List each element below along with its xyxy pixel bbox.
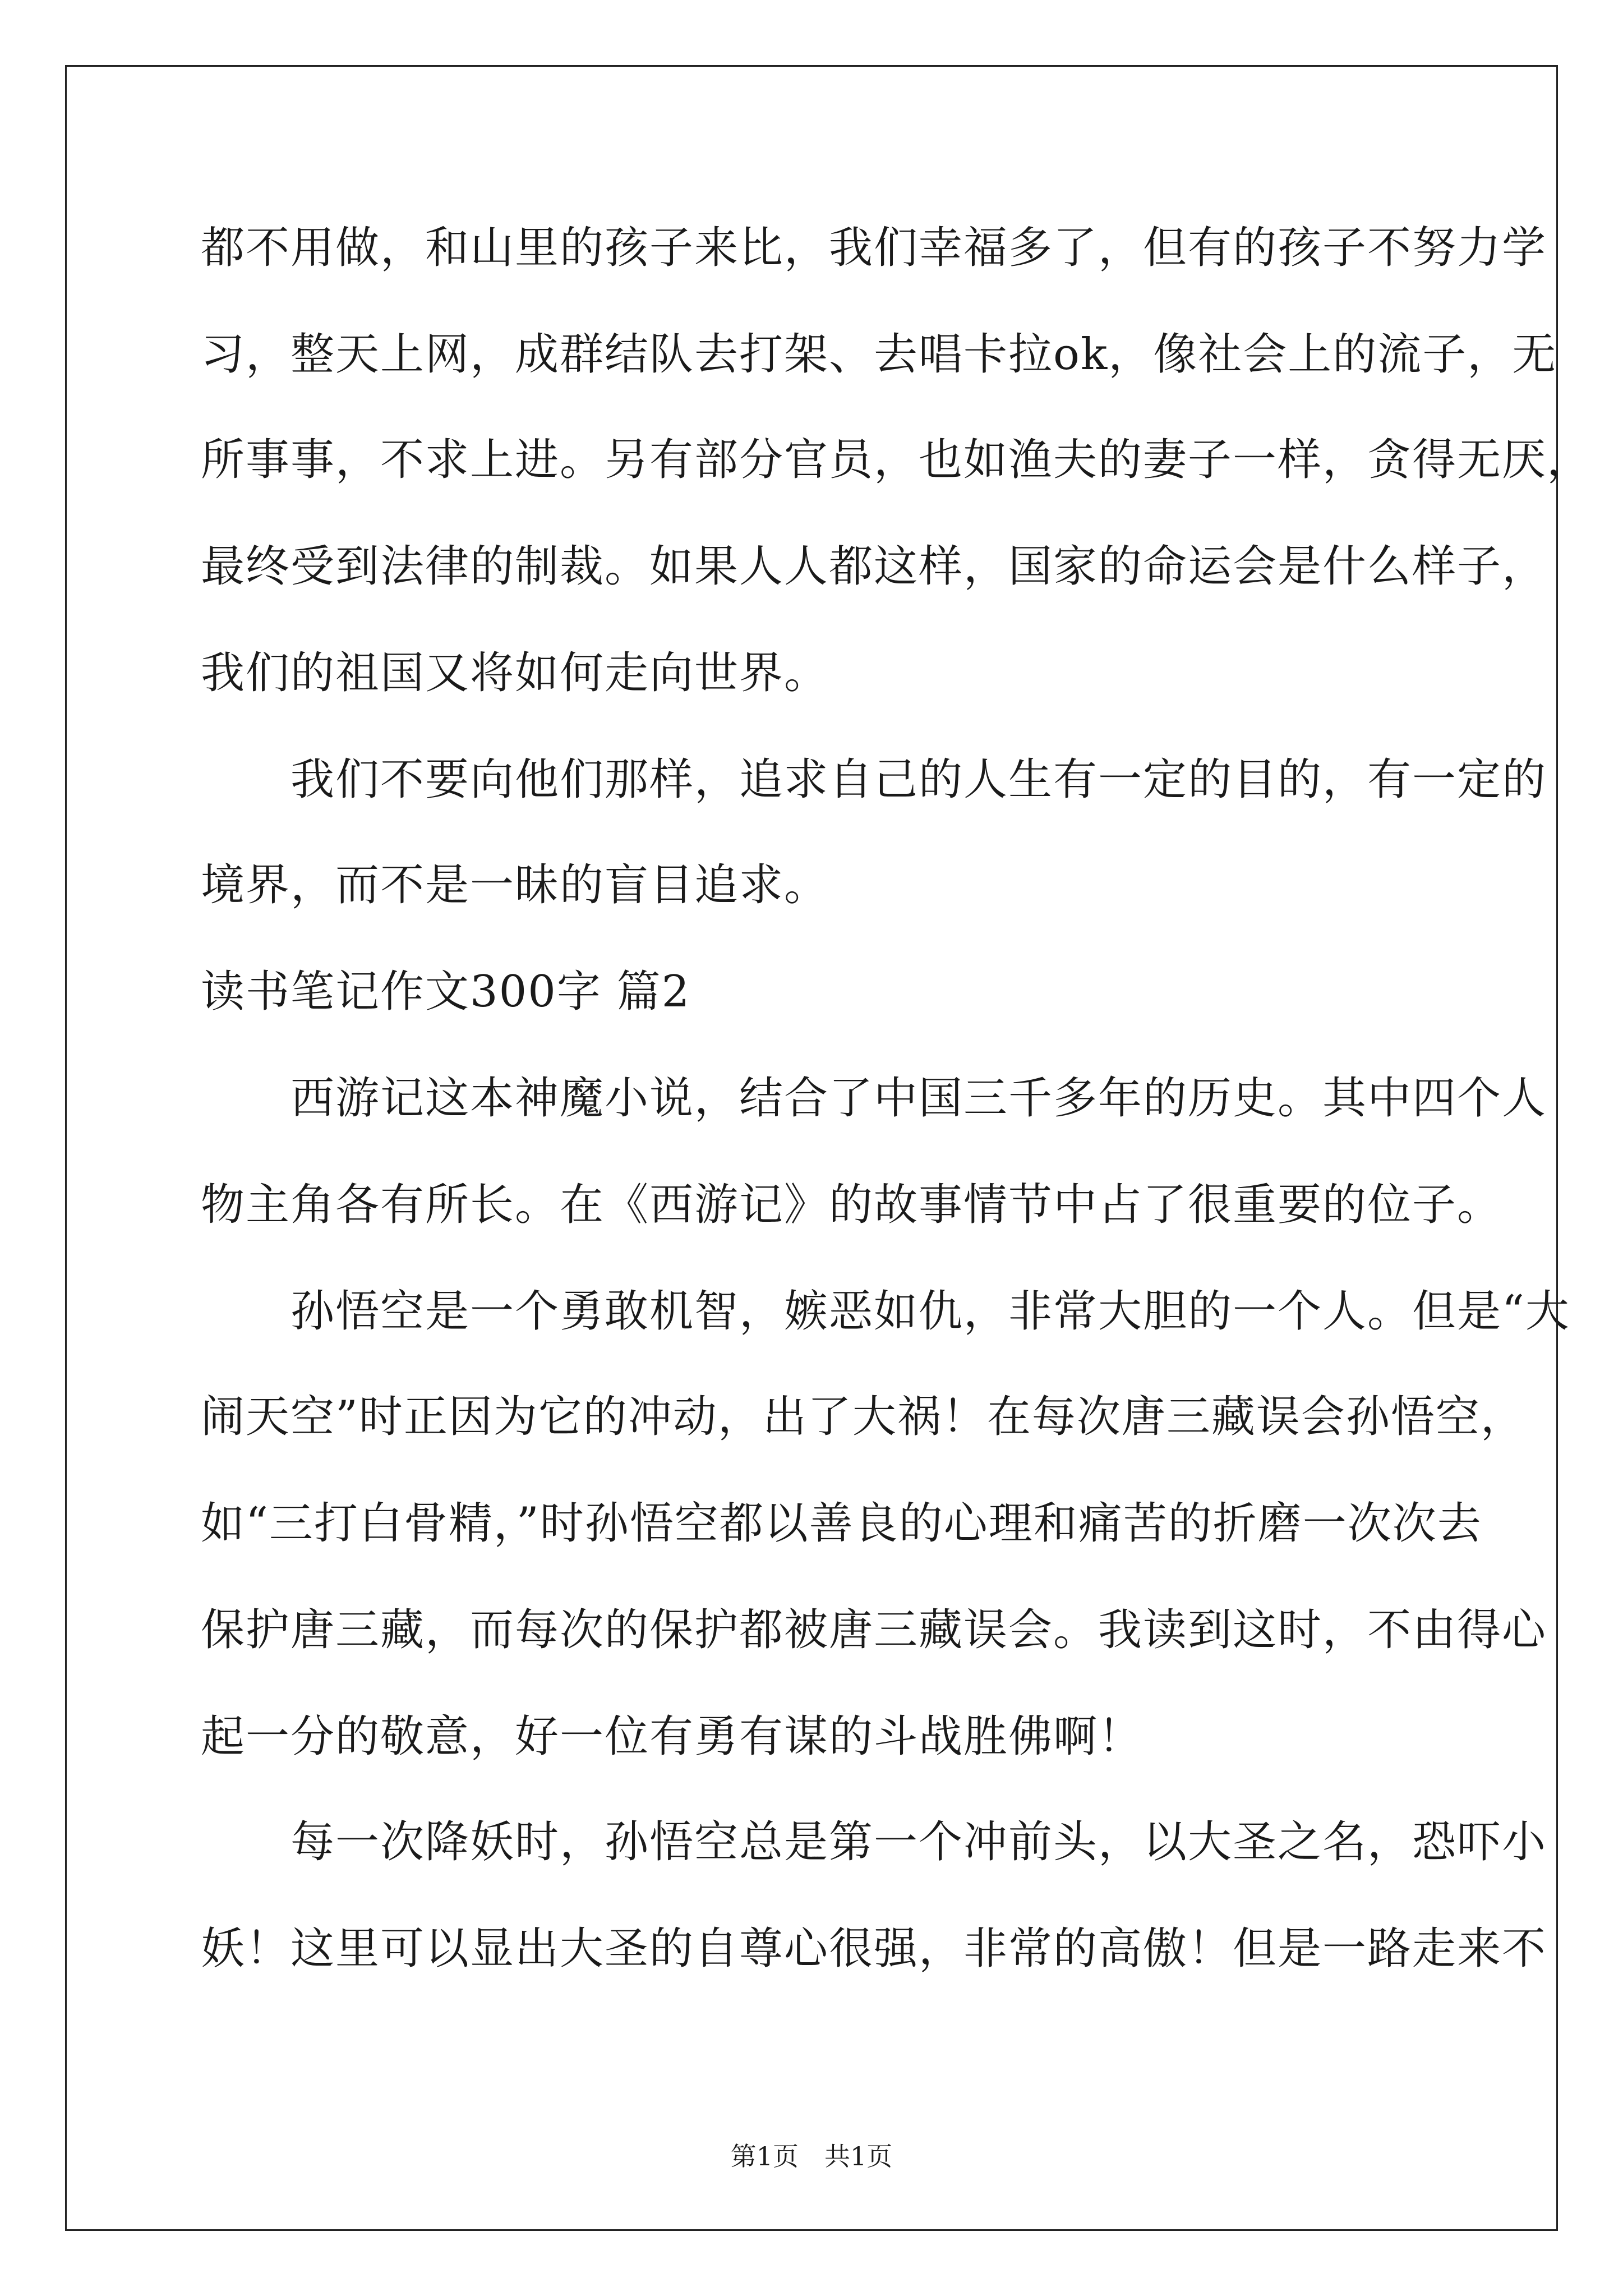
text-line: 境界，而不是一昧的盲目追求。 [201, 860, 829, 910]
text-line: 物主角各有所长。在《西游记》的故事情节中占了很重要的位子。 [201, 1180, 1502, 1230]
paragraph-start-line: 孙悟空是一个勇敢机智，嫉恶如仇，非常大胆的一个人。但是“大 [201, 1286, 1570, 1337]
paragraph-start-line: 每一次降妖时，孙悟空总是第一个冲前头，以大圣之名，恐吓小 [201, 1817, 1547, 1867]
paragraph-start-line: 我们不要向他们那样，追求自己的人生有一定的目的，有一定的 [201, 754, 1547, 805]
text-line: 我们的祖国又将如何走向世界。 [201, 648, 829, 698]
page-number-footer: 第1页 共1页 [730, 2141, 893, 2171]
text-line: 起一分的敬意，好一位有勇有谋的斗战胜佛啊！ [201, 1711, 1144, 1762]
page-frame [65, 65, 1558, 2231]
text-line: 妖！这里可以显出大圣的自尊心很强，非常的高傲！但是一路走来不 [201, 1924, 1547, 1974]
text-line: 习，整天上网，成群结队去打架、去唱卡拉ok，像社会上的流子，无 [201, 329, 1557, 380]
text-line: 最终受到法律的制裁。如果人人都这样，国家的命运会是什么样子， [201, 541, 1547, 592]
text-line: 都不用做，和山里的孩子来比，我们幸福多了，但有的孩子不努力学 [201, 223, 1547, 273]
text-line: 保护唐三藏，而每次的保护都被唐三藏误会。我读到这时，不由得心 [201, 1605, 1547, 1655]
section-heading: 读书笔记作文300字 篇2 [201, 967, 691, 1017]
text-line: 闹天空”时正因为它的冲动，出了大祸！在每次唐三藏误会孙悟空， [201, 1392, 1525, 1442]
text-line: 如“三打白骨精，”时孙悟空都以善良的心理和痛苦的折磨一次次去 [201, 1498, 1482, 1549]
paragraph-start-line: 西游记这本神魔小说，结合了中国三千多年的历史。其中四个人 [201, 1073, 1547, 1124]
text-line: 所事事，不求上进。另有部分官员，也如渔夫的妻子一样，贪得无厌， [201, 435, 1592, 485]
